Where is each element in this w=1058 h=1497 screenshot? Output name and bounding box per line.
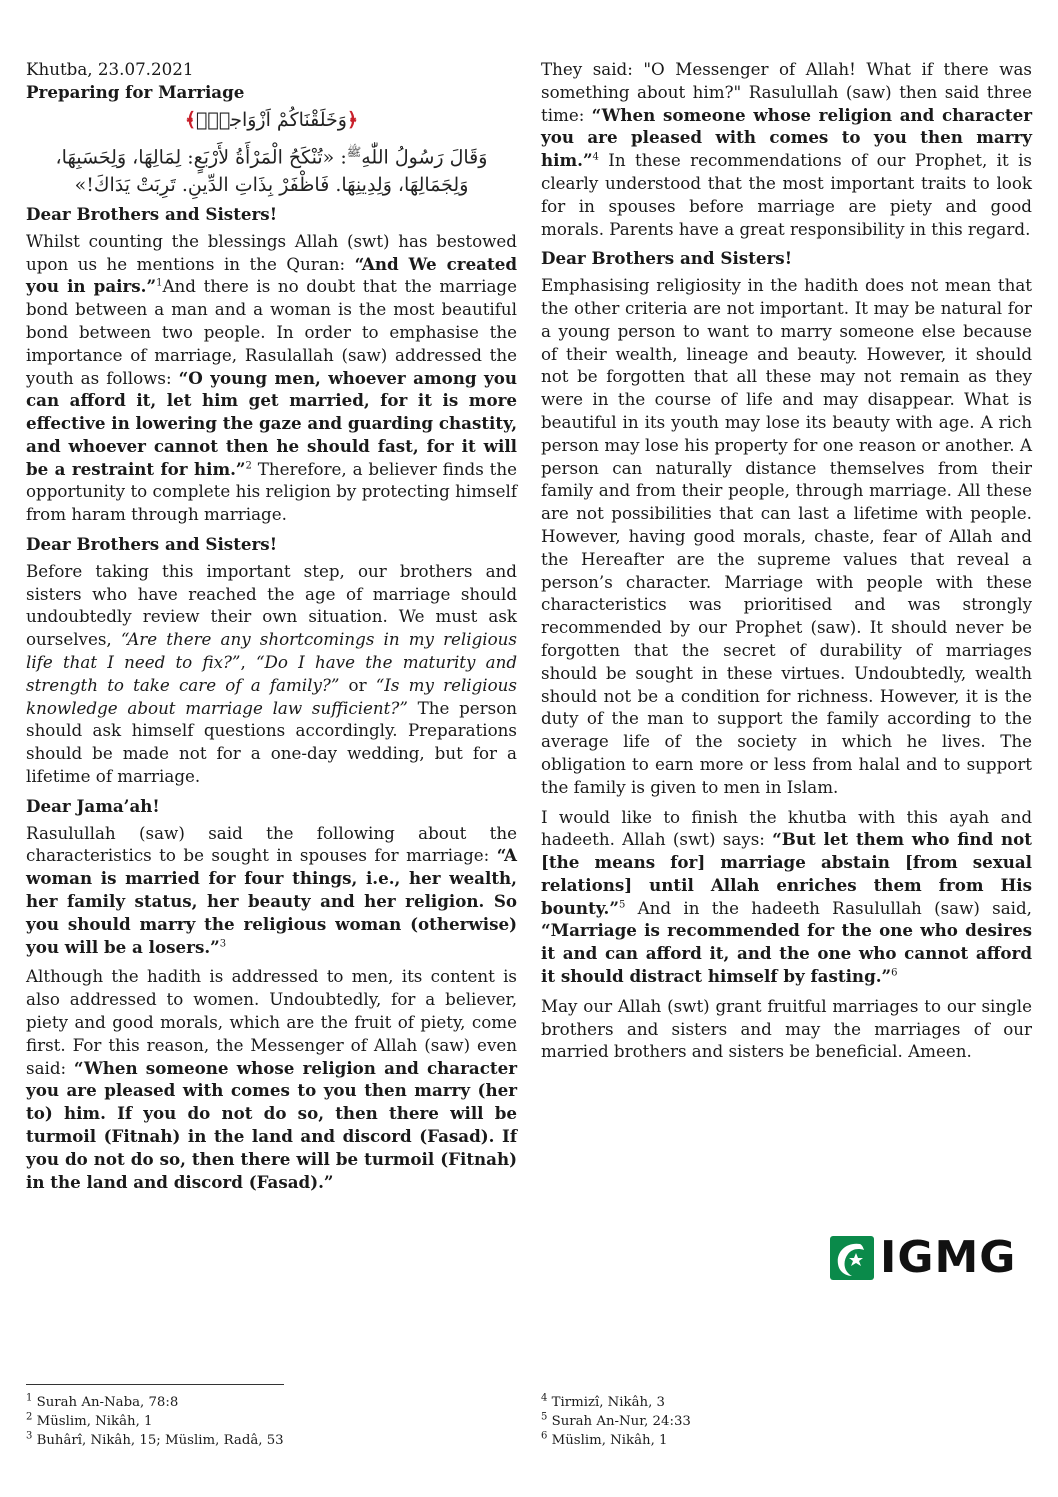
footnote-ref: 2 bbox=[245, 460, 252, 472]
footnote-item: $^4$ Tirmizî, Nikâh, 3 bbox=[541, 1392, 666, 1410]
footnote-item: $^5$ Surah An-Nur, 24:33 bbox=[541, 1411, 691, 1429]
footnote-ref: 3 bbox=[219, 938, 227, 950]
section-heading: Dear Brothers and Sisters! bbox=[541, 248, 793, 269]
paragraph: Before taking this important step, our brothers and sisters who have reached the age of marriage should undoubtedly review their own situation. We must ask ourselves, “Are there any shortcomings in my religious life that I need to fix?”, “Do I have the maturity and strength to take care of a family?” or “Is my religious knowledge about marriage law sufficient?” The person should ask himself questions accordingly. Preparations should be made not for a one-day wedding, but for a lifetime of marriage. bbox=[26, 560, 518, 787]
igmg-logo bbox=[830, 1232, 1020, 1283]
footnote-item: $^3$ Buhârî, Nikâh, 15; Müslim, Radâ, 53 bbox=[26, 1430, 284, 1448]
paragraph: Emphasising religiosity in the hadith does not mean that the other criteria are not important. It may be natural for a young person to want to marry someone else because of their wealth, lineage and beauty. However, it should not be forgotten that all these may not remain as they were in the course of life and may disappear. What is beautiful in its youth may lose its beauty with age. A rich person may lose his property for one reason or another. A person can naturally distance themselves from their family and from their people, through marriage. All these are not possibilities that can last a lifetime with people. However, having good morals, chaste, fear of Allah and the Hereafter are the supreme values that reveal a person’s character. Marriage with people with these characteristics was prioritised and was strongly recommended by our Prophet (saw). It should never be forgotten that the secret of durability of marriages should be sought in these virtues. Undoubtedly, wealth should not be a condition for richness. However, it is the duty of the man to support the family according to the average life of the society in which he lives. The obligation to earn more or less from halal and to support the family is given to men in Islam. bbox=[541, 275, 1032, 797]
paragraph: Whilst counting the blessings Allah (swt) has bestowed upon us he mentions in the Quran: “And We created you in pairs.”$^1$And there is no doubt that the marriage bond between a man and a woman is the most beautiful bond between two people. In order to emphasise the importance of marriage, Rasulallah (saw) addressed the youth as follows: “O young men, whoever among you can afford it, let him get married, for it is more effective in lowering the gaze and guarding chastity, and whoever cannot then he should fast, for it will be a restraint for him.”$^2$ Therefore, a believer finds the opportunity to complete his religion by protecting himself from haram through marriage. bbox=[26, 230, 518, 525]
hadith-line1-pre: وَقَالَ رَسُولُ اللّٰهِ bbox=[361, 145, 488, 168]
left-column bbox=[26, 58, 517, 1200]
footnote-item: $^1$ Surah An-Naba, 78:8 bbox=[26, 1392, 179, 1410]
section-heading: Dear Brothers and Sisters! bbox=[26, 203, 278, 224]
section-heading: Dear Jama’ah! bbox=[26, 795, 160, 816]
footnote-ref: 5 bbox=[618, 899, 626, 911]
paragraph: May our Allah (swt) grant fruitful marriages to our single brothers and sisters and may the marriages of our married brothers and sisters be beneficial. Ameen. bbox=[541, 995, 1032, 1062]
paragraph: I would like to finish the khutba with this ayah and hadeeth. Allah (swt) says: “But let them who find not [the means for] marriage abstain [from sexual relations] until Allah enriches them from His bounty.”$^5$ And in the hadeeth Rasulullah (saw) said, “Marriage is recommended for the one who desires it and can afford it, and the one who cannot afford it should distract himself by fasting.”$^6$ bbox=[541, 806, 1032, 987]
footnote-divider bbox=[26, 1384, 284, 1385]
paragraph: Rasulullah (saw) said the following about the characteristics to be sought in spouses for marriage: “A woman is married for four things, i.e., her wealth, her family status, her beauty and her religion. So you should marry the religious woman (otherwise) you will be a losers.”$^3$ bbox=[26, 822, 517, 957]
footnotes-left bbox=[26, 1393, 284, 1450]
footnote-ref: 1 bbox=[156, 277, 163, 289]
footnote-ref: 6 bbox=[891, 967, 898, 979]
footnotes-right bbox=[541, 1393, 691, 1450]
ayah-ornament-left: ﴾ bbox=[184, 108, 197, 131]
ayah-ornament-right: ﴿ bbox=[346, 108, 359, 131]
paragraph: They said: "O Messenger of Allah! What if there was something about him?" Rasulullah (saw) then said three time: “When someone whose religion and character you are pleased with comes to you then marry him.”$^4$ In these recommendations of our Prophet, it is clearly understood that the most important traits to look for in spouses before marriage are piety and good morals. Parents have a great responsibility in this regard. bbox=[541, 59, 1033, 239]
footnote-item: $^6$ Müslim, Nikâh, 1 bbox=[541, 1430, 668, 1448]
arabic-ayah bbox=[26, 106, 517, 134]
right-column bbox=[541, 58, 1032, 1070]
hadith-line2: وَلِجَمَالِهَا، وَلِدِينِهَا. فَاظْفَرْ بِذَاتِ الدِّينِ. تَرِبَتْ يَدَاكَ!» bbox=[74, 173, 469, 196]
hadith-line1-post: : «تُنْكَحُ الْمَرْأَةُ لأَرْبَعٍ: لِمَالِهَا، وَلِحَسَبِهَا، bbox=[55, 145, 347, 168]
arabic-hadith bbox=[26, 138, 517, 199]
igmg-logo-text: IGMG bbox=[880, 1232, 1017, 1283]
igmg-logo-mark-icon bbox=[830, 1236, 874, 1280]
date-line: Khutba, 23.07.2021 bbox=[26, 59, 194, 79]
ayah-text: وَخَلَقْنَاكُمْ اَزْوَاجاًۙ bbox=[196, 108, 347, 131]
footnote-ref: 4 bbox=[592, 151, 599, 163]
footnote-item: $^2$ Müslim, Nikâh, 1 bbox=[26, 1411, 153, 1429]
section-heading: Dear Brothers and Sisters! bbox=[26, 534, 278, 555]
salawat-icon: ﷺ bbox=[346, 144, 362, 159]
paragraph: Although the hadith is addressed to men, its content is also addressed to women. Undoubtedly, for a believer, piety and good morals, which are the fruit of piety, come first. For this reason, the Messenger of Allah (saw) even said: “When someone whose religion and character you are pleased with comes to you then marry (her to) him. If you do not do so, then there will be turmoil (Fitnah) in the land and discord (Fasad). If you do not do so, then there will be turmoil (Fitnah) in the land and discord (Fasad).” bbox=[26, 966, 518, 1192]
page-title: Preparing for Marriage bbox=[26, 81, 245, 102]
